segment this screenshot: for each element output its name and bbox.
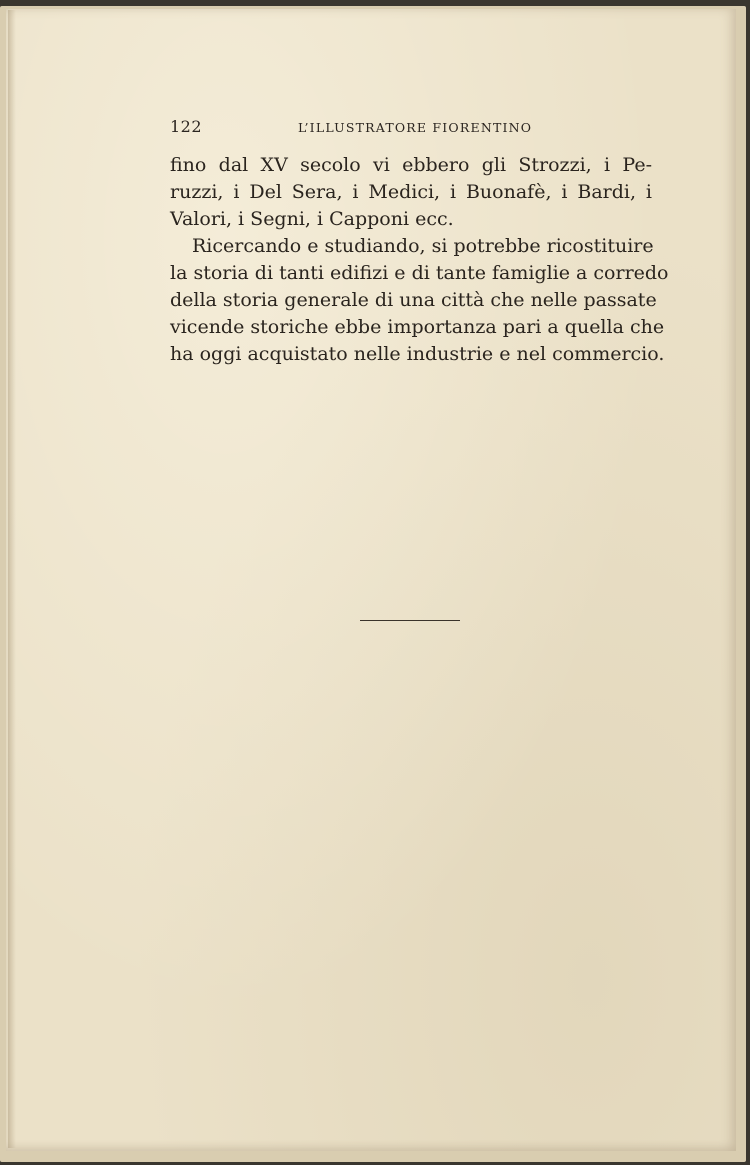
running-title: L’ILLUSTRATORE FIORENTINO bbox=[298, 120, 533, 135]
paragraph-1 bbox=[170, 152, 652, 233]
text-line: Ricercando e studiando, si potrebbe ricostituire bbox=[192, 235, 654, 257]
text-line: la storia di tanti edifizi e di tante famiglie a corredo bbox=[170, 262, 669, 284]
running-header bbox=[170, 117, 652, 139]
text-line: vicende storiche ebbe importanza pari a quella che bbox=[170, 316, 665, 338]
paragraph-2 bbox=[170, 233, 669, 368]
section-end-rule bbox=[360, 620, 460, 621]
text-line: ha oggi acquistato nelle industrie e nel commercio. bbox=[170, 343, 665, 365]
text-line: fino dal XV secolo vi ebbero gli Strozzi, i Pe- bbox=[170, 154, 652, 176]
page-number: 122 bbox=[170, 117, 203, 136]
page-edge-shadow bbox=[8, 10, 16, 1148]
body-text bbox=[170, 152, 669, 368]
text-line: ruzzi, i Del Sera, i Medici, i Buonafè, i Bardi, i bbox=[170, 181, 652, 203]
text-line: Valori, i Segni, i Capponi ecc. bbox=[170, 208, 454, 230]
text-line: della storia generale di una città che nelle passate bbox=[170, 289, 657, 311]
